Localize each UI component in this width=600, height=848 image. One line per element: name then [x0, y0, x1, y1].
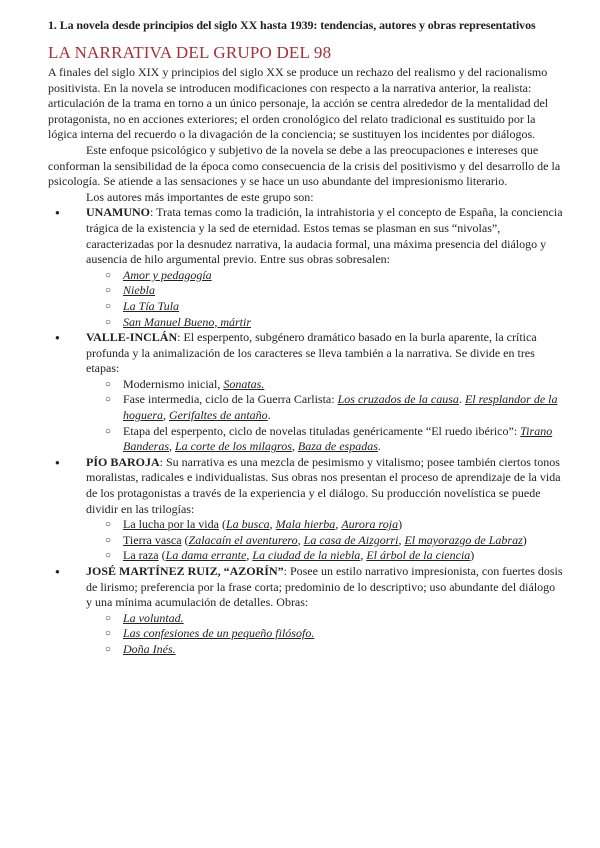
punct: ,	[360, 548, 367, 563]
trilogy-name: La raza	[123, 548, 159, 563]
author-baroja	[86, 455, 564, 564]
unamuno-works	[86, 268, 564, 330]
intro-paragraph: A finales del siglo XIX y principios del siglo XX se produce un rechazo del realismo y del racionalismo positivista. En la novela se introducen modificaciones con respecto a la narrativa anterior, la realista: articulación de la trama en torno a un único personaje, la acción se centra alrededor de la mentalidad del protagonista, no en acciones exteriores; el orden cronológico del relato tradicional es sustituido por la lógica interna del recuerdo o la divagación de la conciencia; se sustituyen los incidentes por diálogos.	[48, 65, 549, 142]
work-title: La voluntad.	[123, 610, 184, 625]
trilogy-item	[123, 533, 564, 549]
stage-text: Etapa del esperpento, ciclo de novelas tituladas genéricamente “El ruedo ibérico”:	[123, 423, 521, 438]
work-title: San Manuel Bueno, mártir	[123, 314, 251, 329]
work-title: Mala hierba	[275, 517, 336, 532]
author-azorin	[86, 564, 564, 658]
work-title: La casa de Aizgorri	[303, 532, 399, 547]
stage-text: Modernismo inicial,	[123, 376, 224, 391]
trilogy-name: La lucha por la vida	[123, 517, 219, 532]
stage-item	[123, 392, 564, 423]
work-title: Doña Inés.	[123, 641, 176, 656]
work-item	[123, 299, 564, 315]
work-title: Baza de espadas	[297, 439, 378, 454]
work-title: La dama errante	[165, 548, 247, 563]
psychology-paragraph: Este enfoque psicológico y subjetivo de la novela se debe a las preocupaciones e intereses que conforman la sensibilidad de la época como consecuencia de la crisis del positivismo y del desarrollo de la psicología. Se atiende a las sensaciones y se hace un uso abundante del impresionismo literario.	[48, 142, 561, 189]
work-title: La busca	[225, 517, 270, 532]
work-title: El árbol de la ciencia	[366, 548, 471, 563]
punct: .	[267, 408, 271, 423]
trilogy-name: Tierra vasca	[123, 532, 182, 547]
valle-stages	[86, 377, 564, 455]
work-item	[123, 626, 564, 642]
stage-item	[123, 377, 564, 393]
author-name: UNAMUNO	[86, 205, 150, 220]
punct: .	[377, 439, 381, 454]
baroja-trilogies	[86, 517, 564, 564]
punct: ,	[269, 517, 276, 532]
author-description: : Trata temas como la tradición, la intrahistoria y el concepto de España, la conciencia trágica de la existencia y la sed de eternidad. Estos temas se plasman en sus “nivolas”, caracterizadas por la desnudez narrativa, la audacia formal, una máxima presencia del diálogo y ausencia de hilo argumental previo. Entre sus obras sobresalen:	[86, 205, 563, 267]
punct: (	[181, 532, 189, 547]
trilogy-item	[123, 517, 564, 533]
work-title: El mayorazgo de Labraz	[404, 532, 523, 547]
work-item	[123, 283, 564, 299]
work-title: Zalacaín el aventurero	[188, 532, 298, 547]
stage-item	[123, 424, 564, 455]
author-name: VALLE-INCLÁN	[86, 330, 178, 345]
work-title: Tirano Banderas	[123, 423, 553, 454]
work-title: La corte de los milagros	[175, 439, 292, 454]
work-title: Las confesiones de un pequeño filósofo.	[123, 626, 315, 641]
work-item	[123, 642, 564, 658]
author-description: : Posee un estilo narrativo impresionista, con fuertes dosis de lirismo; preferencia por la frase corta; predominio de lo descriptivo; uso abundante del diálogo y una mínima acumulación de detalles. Obras:	[86, 564, 563, 610]
punct: ,	[335, 517, 342, 532]
stage-text: Fase intermedia, ciclo de la Guerra Carlista:	[123, 392, 338, 407]
punct: ,	[297, 532, 304, 547]
work-title: Niebla	[123, 283, 155, 298]
author-name: PÍO BAROJA	[86, 454, 160, 469]
azorin-works	[86, 611, 564, 658]
punct: )	[522, 532, 527, 547]
punct: ,	[398, 532, 405, 547]
punct: ,	[246, 548, 253, 563]
section-heading: 1. La novela desde principios del siglo XX hasta 1939: tendencias, autores y obras representativos	[48, 18, 536, 32]
trilogy-item	[123, 548, 564, 564]
work-title: Gerifaltes de antaño	[169, 408, 268, 423]
work-item	[123, 268, 564, 284]
punct: (	[158, 548, 166, 563]
work-item	[123, 315, 564, 331]
author-description: : Su narrativa es una mezcla de pesimismo y vitalismo; posee también ciertos tonos moralistas, radicales e individualistas. Sus obras nos presentan el proceso de aprendizaje de la vida de los protagonistas a través de la experiencia y el diálogo. Su producción novelística se puede dividir en las trilogías:	[86, 454, 561, 516]
work-title: Aurora roja	[341, 517, 399, 532]
author-unamuno	[86, 205, 564, 330]
punct: )	[398, 517, 403, 532]
work-title: Los cruzados de la causa	[337, 392, 459, 407]
author-valle-inclan	[86, 330, 564, 455]
authors-intro: Los autores más importantes de este grupo son:	[86, 189, 314, 204]
page-title: LA NARRATIVA DEL GRUPO DEL 98	[48, 43, 332, 62]
punct: ,	[169, 439, 175, 454]
punct: .	[458, 392, 462, 407]
work-item	[123, 611, 564, 627]
author-description: : El esperpento, subgénero dramático basado en la burla aparente, la crítica profunda y la animalización de los caracteres se lleva también a la narrativa. Se divide en tres etapas:	[86, 330, 537, 376]
work-title: La ciudad de la niebla	[252, 548, 361, 563]
punct: (	[218, 517, 226, 532]
authors-list	[48, 205, 564, 657]
punct: ,	[291, 439, 298, 454]
work-title: Sonatas.	[223, 376, 265, 391]
work-title: La Tía Tula	[123, 298, 180, 313]
work-title: Amor y pedagogía	[123, 267, 212, 282]
work-title: El resplandor de la hoguera	[123, 392, 558, 423]
document-page	[48, 18, 564, 658]
punct: )	[470, 548, 475, 563]
author-name: JOSÉ MARTÍNEZ RUIZ, “AZORÍN”	[86, 564, 284, 578]
punct: ,	[163, 408, 169, 423]
